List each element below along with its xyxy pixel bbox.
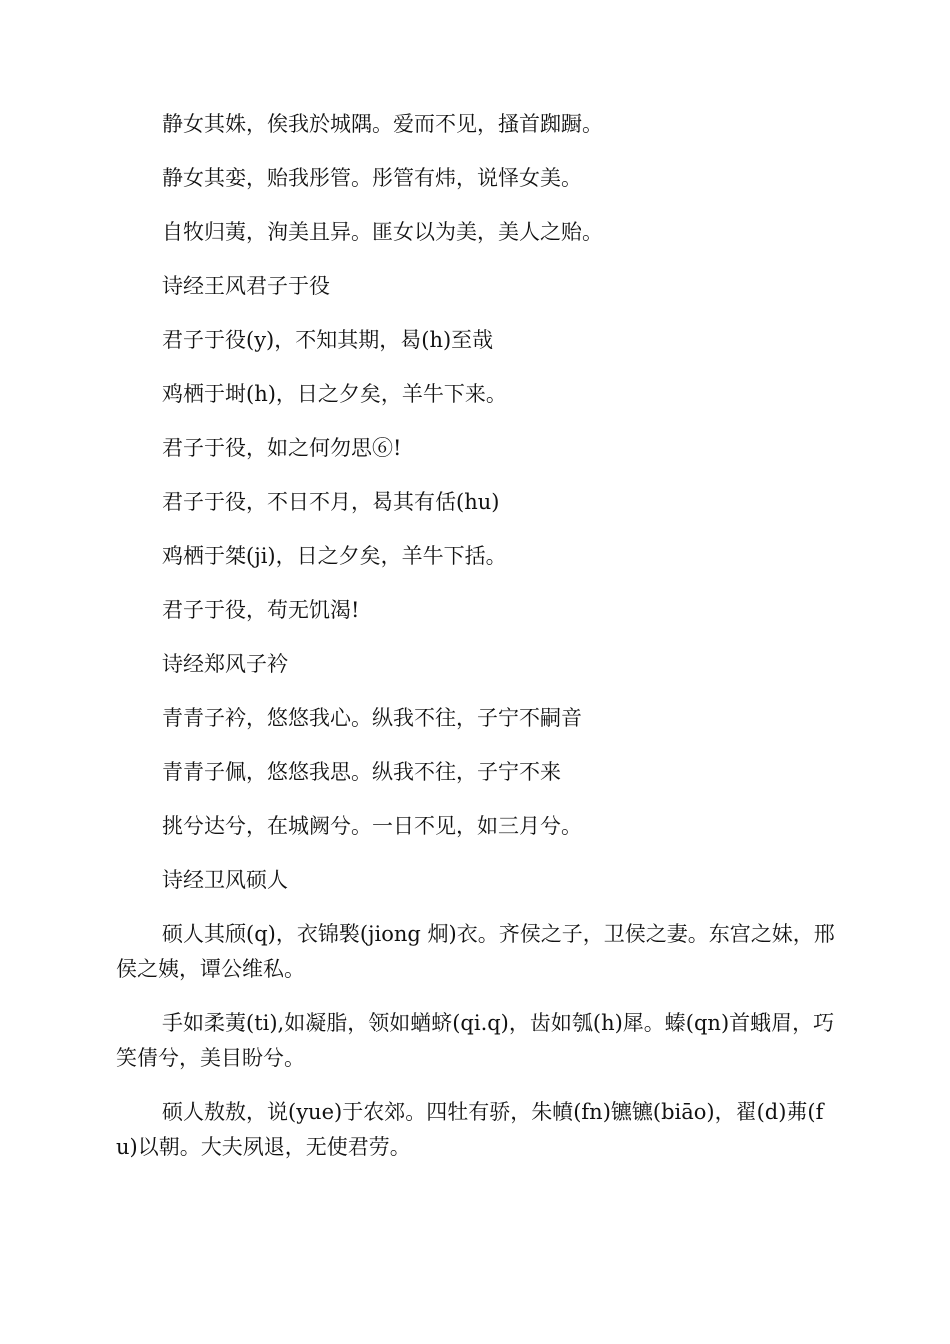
paragraph: 青青子佩，悠悠我思。纵我不往，子宁不来: [162, 760, 561, 784]
paragraph: 君子于役，如之何勿思⑥!: [162, 436, 402, 460]
paragraph: 君子于役，不日不月，曷其有佸(hu): [162, 490, 500, 514]
paragraph: 青青子衿，悠悠我心。纵我不往，子宁不嗣音: [162, 706, 582, 730]
paragraph: 鸡栖于桀(ji)，日之夕矣，羊牛下括。: [162, 544, 507, 568]
section-heading: 诗经郑风子衿: [162, 652, 288, 676]
paragraph: 君子于役(y)，不知其期，曷(h)至哉: [162, 328, 494, 352]
document-body: [116, 107, 836, 1184]
paragraph: 挑兮达兮，在城阙兮。一日不见，如三月兮。: [162, 814, 582, 838]
paragraph: 鸡栖于埘(h)，日之夕矣，羊牛下来。: [162, 382, 507, 406]
paragraph: 静女其姝，俟我於城隅。爱而不见，搔首踟蹰。: [162, 112, 603, 136]
paragraph: 手如柔荑(ti),如凝脂，领如蝤蛴(qi.q)，齿如瓠(h)犀。螓(qn)首蛾眉，巧笑倩兮，美目盼兮。: [116, 1011, 835, 1070]
section-heading: 诗经王风君子于役: [162, 274, 330, 298]
paragraph: 静女其娈，贻我彤管。彤管有炜，说怿女美。: [162, 166, 582, 190]
paragraph: 硕人敖敖，说(yue)于农郊。四牡有骄，朱幩(fn)镳镳(biāo)，翟(d)茀(fu)以朝。大夫夙退，无使君劳。: [116, 1100, 824, 1159]
paragraph: 君子于役，苟无饥渴!: [162, 598, 360, 622]
paragraph: 自牧归荑，洵美且异。匪女以为美，美人之贻。: [162, 220, 603, 244]
section-heading: 诗经卫风硕人: [162, 868, 288, 892]
paragraph: 硕人其颀(q)，衣锦褧(jiong 炯)衣。齐侯之子，卫侯之妻。东宫之妹，邢侯之姨，谭公维私。: [116, 922, 835, 981]
